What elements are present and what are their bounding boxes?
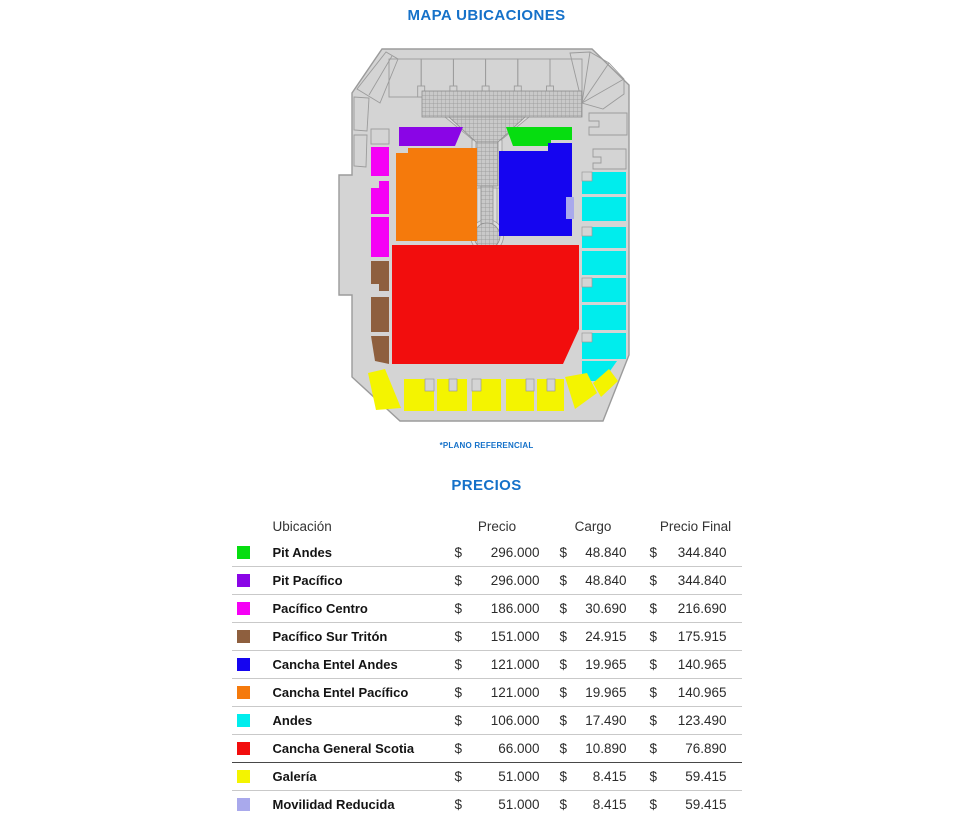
- row-location-label: Cancha General Scotia: [272, 741, 415, 756]
- final-price-value: 76.890: [685, 741, 727, 756]
- currency-sign: $: [649, 601, 658, 616]
- row-location-label: Pit Pacífico: [272, 573, 343, 588]
- row-location-label: Pacífico Centro: [272, 601, 368, 616]
- row-charge: [560, 657, 627, 672]
- table-row: [232, 679, 742, 707]
- row-charge: [560, 601, 627, 616]
- map-section-pit-pacifico: [399, 127, 463, 146]
- map-section-cancha-entel-andes: [499, 143, 572, 236]
- charge-value: 10.890: [585, 741, 627, 756]
- swatch-cell: [232, 742, 273, 755]
- currency-sign: $: [454, 601, 463, 616]
- currency-sign: $: [559, 657, 568, 672]
- charge-value: 8.415: [592, 769, 627, 784]
- price-value: 51.000: [498, 797, 540, 812]
- table-row: [232, 623, 742, 651]
- section-color-swatch: [237, 630, 250, 643]
- row-price: [455, 713, 540, 728]
- row-price: [455, 685, 540, 700]
- price-value: 66.000: [498, 741, 540, 756]
- row-location-label: Pacífico Sur Tritón: [272, 629, 388, 644]
- header-ubicacion: Ubicación: [272, 519, 332, 534]
- currency-sign: $: [454, 685, 463, 700]
- map-title: MAPA UBICACIONES: [407, 7, 566, 24]
- currency-sign: $: [649, 769, 658, 784]
- price-value: 51.000: [498, 769, 540, 784]
- map-section-movilidad-reducida: [566, 197, 574, 219]
- currency-sign: $: [454, 713, 463, 728]
- prices-table: [232, 514, 742, 818]
- table-row: [232, 595, 742, 623]
- currency-sign: $: [649, 545, 658, 560]
- final-price-value: 344.840: [677, 573, 727, 588]
- currency-sign: $: [649, 741, 658, 756]
- currency-sign: $: [454, 769, 463, 784]
- currency-sign: $: [454, 573, 463, 588]
- table-row: [232, 567, 742, 595]
- section-color-swatch: [237, 770, 250, 783]
- swatch-cell: [232, 630, 273, 643]
- currency-sign: $: [649, 713, 658, 728]
- charge-value: 19.965: [585, 657, 627, 672]
- row-final-price: [650, 657, 727, 672]
- header-precio-final: Precio Final: [659, 519, 732, 534]
- currency-sign: $: [454, 545, 463, 560]
- currency-sign: $: [454, 629, 463, 644]
- swatch-cell: [232, 658, 273, 671]
- currency-sign: $: [454, 741, 463, 756]
- charge-value: 48.840: [585, 545, 627, 560]
- map-section-pacifico-centro: [371, 147, 389, 257]
- header-precio: Precio: [477, 519, 517, 534]
- currency-sign: $: [649, 629, 658, 644]
- row-charge: [560, 573, 627, 588]
- currency-sign: $: [559, 629, 568, 644]
- charge-value: 17.490: [585, 713, 627, 728]
- currency-sign: $: [559, 601, 568, 616]
- row-final-price: [650, 797, 727, 812]
- price-value: 121.000: [490, 685, 540, 700]
- currency-sign: $: [454, 797, 463, 812]
- swatch-cell: [232, 686, 273, 699]
- map-section-pacifico-sur-triton: [371, 261, 389, 364]
- swatch-cell: [232, 574, 273, 587]
- section-color-swatch: [237, 798, 250, 811]
- charge-value: 30.690: [585, 601, 627, 616]
- row-final-price: [650, 769, 727, 784]
- charge-value: 48.840: [585, 573, 627, 588]
- currency-sign: $: [649, 797, 658, 812]
- charge-value: 19.965: [585, 685, 627, 700]
- row-final-price: [650, 741, 727, 756]
- row-price: [455, 741, 540, 756]
- prices-title: PRECIOS: [451, 477, 522, 494]
- row-final-price: [650, 629, 727, 644]
- row-location-label: Cancha Entel Andes: [272, 657, 398, 672]
- map-note: *PLANO REFERENCIAL: [439, 441, 534, 450]
- row-location-label: Galería: [272, 769, 317, 784]
- final-price-value: 140.965: [677, 685, 727, 700]
- section-color-swatch: [237, 546, 250, 559]
- row-final-price: [650, 545, 727, 560]
- currency-sign: $: [559, 685, 568, 700]
- currency-sign: $: [649, 657, 658, 672]
- section-color-swatch: [237, 602, 250, 615]
- row-final-price: [650, 601, 727, 616]
- swatch-cell: [232, 798, 273, 811]
- row-price: [455, 629, 540, 644]
- final-price-value: 59.415: [685, 769, 727, 784]
- row-charge: [560, 769, 627, 784]
- table-row: [232, 763, 742, 791]
- header-cargo: Cargo: [574, 519, 612, 534]
- price-value: 121.000: [490, 657, 540, 672]
- price-value: 106.000: [490, 713, 540, 728]
- row-final-price: [650, 713, 727, 728]
- currency-sign: $: [454, 657, 463, 672]
- row-charge: [560, 545, 627, 560]
- row-final-price: [650, 685, 727, 700]
- row-charge: [560, 713, 627, 728]
- row-charge: [560, 797, 627, 812]
- swatch-cell: [232, 714, 273, 727]
- final-price-value: 140.965: [677, 657, 727, 672]
- charge-value: 24.915: [585, 629, 627, 644]
- table-row: [232, 735, 742, 763]
- table-header: [232, 514, 742, 539]
- row-location-label: Andes: [272, 713, 313, 728]
- currency-sign: $: [559, 545, 568, 560]
- table-row: [232, 791, 742, 818]
- charge-value: 8.415: [592, 797, 627, 812]
- table-row: [232, 707, 742, 735]
- currency-sign: $: [559, 573, 568, 588]
- table-body: [232, 539, 742, 818]
- table-row: [232, 539, 742, 567]
- venue-map: [337, 39, 637, 434]
- price-value: 296.000: [490, 545, 540, 560]
- swatch-cell: [232, 770, 273, 783]
- final-price-value: 344.840: [677, 545, 727, 560]
- map-section-cancha-entel-pacifico: [396, 148, 477, 241]
- section-color-swatch: [237, 742, 250, 755]
- price-value: 296.000: [490, 573, 540, 588]
- row-price: [455, 657, 540, 672]
- row-price: [455, 769, 540, 784]
- row-charge: [560, 685, 627, 700]
- row-price: [455, 797, 540, 812]
- row-charge: [560, 741, 627, 756]
- section-color-swatch: [237, 714, 250, 727]
- currency-sign: $: [559, 769, 568, 784]
- row-price: [455, 601, 540, 616]
- table-row: [232, 651, 742, 679]
- map-section-cancha-general-scotia: [392, 245, 579, 364]
- final-price-value: 175.915: [677, 629, 727, 644]
- price-value: 186.000: [490, 601, 540, 616]
- section-color-swatch: [237, 658, 250, 671]
- swatch-cell: [232, 602, 273, 615]
- final-price-value: 216.690: [677, 601, 727, 616]
- row-price: [455, 573, 540, 588]
- price-value: 151.000: [490, 629, 540, 644]
- currency-sign: $: [559, 713, 568, 728]
- row-location-label: Pit Andes: [272, 545, 332, 560]
- row-location-label: Movilidad Reducida: [272, 797, 395, 812]
- currency-sign: $: [649, 573, 658, 588]
- currency-sign: $: [559, 797, 568, 812]
- swatch-cell: [232, 546, 273, 559]
- final-price-value: 123.490: [677, 713, 727, 728]
- row-price: [455, 545, 540, 560]
- currency-sign: $: [559, 741, 568, 756]
- section-color-swatch: [237, 574, 250, 587]
- currency-sign: $: [649, 685, 658, 700]
- row-location-label: Cancha Entel Pacífico: [272, 685, 409, 700]
- final-price-value: 59.415: [685, 797, 727, 812]
- section-color-swatch: [237, 686, 250, 699]
- stadium-map-svg: [337, 39, 637, 429]
- row-final-price: [650, 573, 727, 588]
- row-charge: [560, 629, 627, 644]
